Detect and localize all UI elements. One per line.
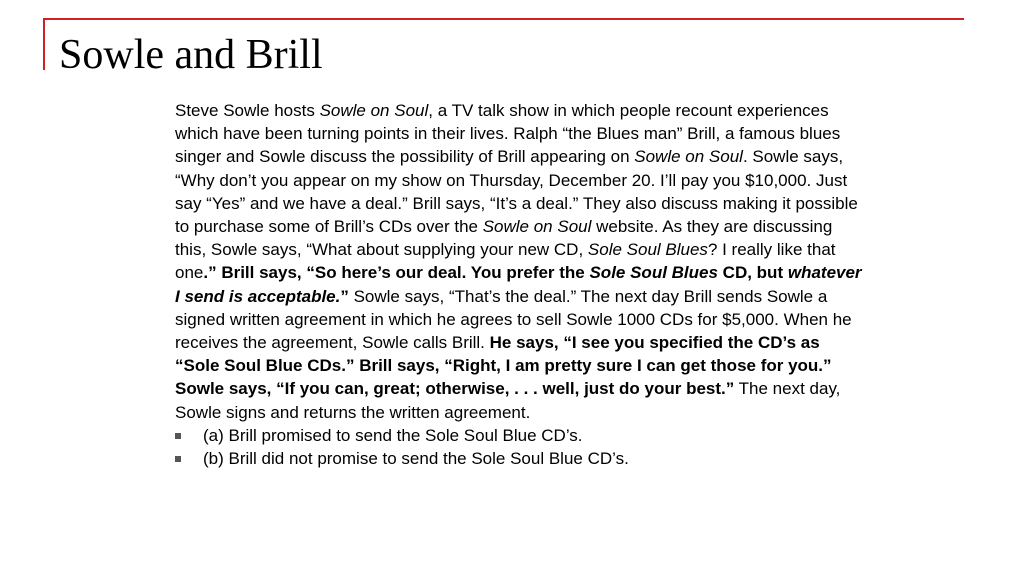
- narrative-segment-bold-italic: whatever I send is acceptable.: [175, 263, 862, 306]
- narrative-segment: ? I really like that one: [175, 240, 836, 283]
- narrative-segment-italic: Sowle on Soul: [634, 147, 743, 167]
- case-narrative: [175, 99, 865, 424]
- narrative-segment: Sowle says, “That’s the deal.” The next day Brill sends Sowle a signed written agreement in which he agrees to sell Sowle 1000 CDs for $5,000. When he receives the agreement, Sowle calls Brill.: [175, 286, 852, 353]
- title-accent-rule-horizontal: [43, 18, 964, 20]
- narrative-segment-italic: Sole Soul Blues: [587, 240, 708, 260]
- narrative-segment-italic: Sowle on Soul: [319, 101, 429, 120]
- title-accent-rule-vertical: [43, 18, 45, 70]
- narrative-segment: website. As they are discussing this, Sowle says, “What about supplying your new CD,: [175, 217, 833, 260]
- answer-option-text: (b) Brill did not promise to send the Sole Soul Blue CD’s.: [203, 449, 629, 469]
- narrative-segment-italic: Sowle on Soul: [482, 217, 592, 237]
- square-bullet-icon: [175, 456, 181, 462]
- narrative-segment: , a TV talk show in which people recount experiences which have been turning points in their lives. Ralph “the Blues man” Brill, a famous blues singer and Sowle discuss the possibility of Brill appearing on: [175, 101, 841, 167]
- answer-option-b: [175, 447, 865, 470]
- narrative-segment-bold-italic: Sole Soul Blues: [589, 263, 718, 283]
- narrative-segment: Steve Sowle hosts: [175, 101, 320, 120]
- answer-option-text: (a) Brill promised to send the Sole Soul Blue CD’s.: [203, 425, 583, 445]
- narrative-segment-bold: CD, but: [717, 263, 788, 283]
- narrative-segment: The next day, Sowle signs and returns the written agreement.: [175, 379, 841, 422]
- slide-body: [175, 99, 865, 470]
- narrative-segment-bold: ”: [340, 286, 349, 306]
- answer-options-list: [175, 424, 865, 470]
- narrative-segment: . Sowle says, “Why don’t you appear on my show on Thursday, December 20. I’ll pay you $10,000. Just say “Yes” and we have a deal.” Brill says, “It’s a deal.” They also discuss making it possible to purchase some of Brill’s CDs over the: [175, 147, 858, 237]
- answer-option-a: [175, 424, 865, 447]
- square-bullet-icon: [175, 433, 181, 439]
- slide-title: Sowle and Brill: [59, 32, 323, 78]
- narrative-segment-bold: He says, “I see you specified the CD’s as “Sole Soul Blue CDs.” Brill says, “Right, I am pretty sure I can get those for you.” Sowle says, “If you can, great; otherwise, . . . well, just do your best.”: [175, 333, 832, 399]
- narrative-segment-bold: .” Brill says, “So here’s our deal. You prefer the: [203, 263, 590, 283]
